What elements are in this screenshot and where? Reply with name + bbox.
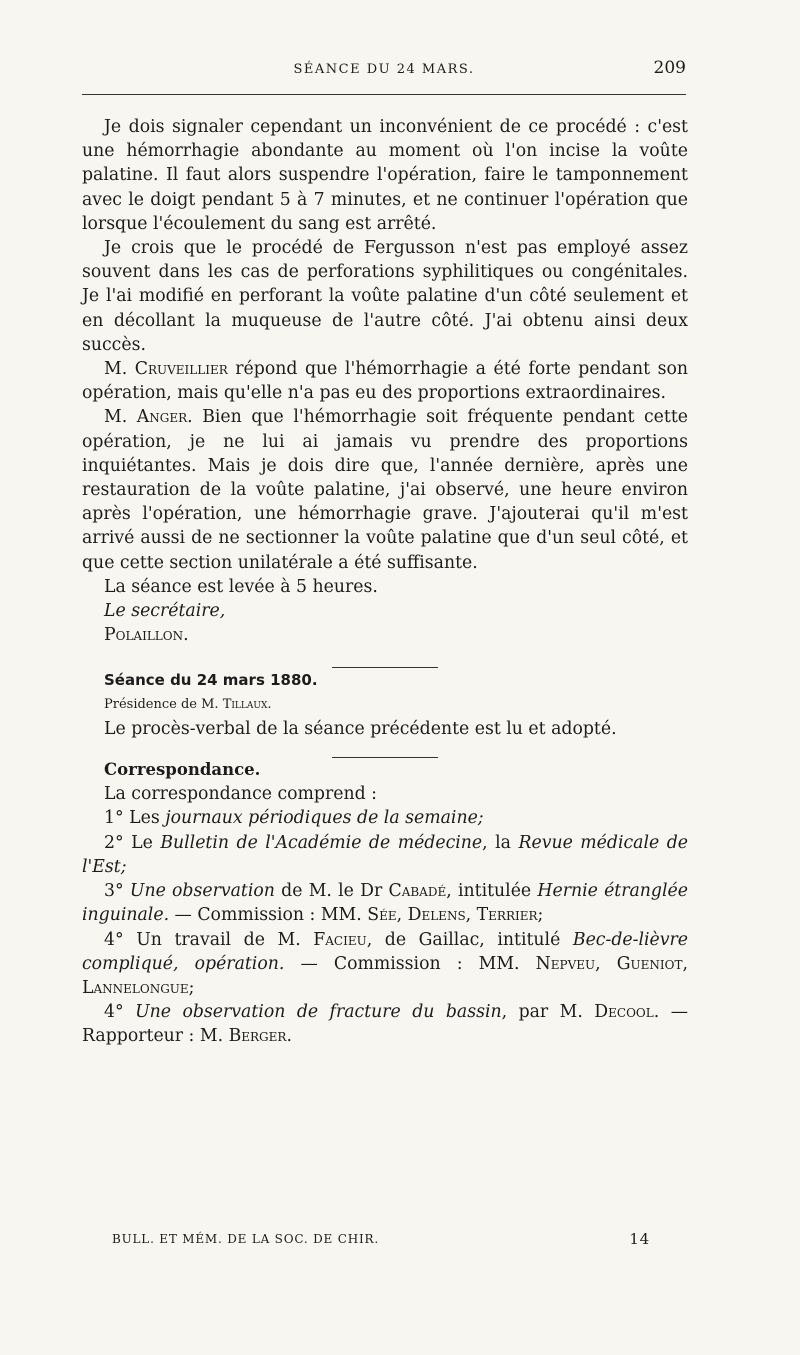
speaker-prefix: M. <box>104 407 137 428</box>
item-text: . <box>286 1026 292 1047</box>
item-italic: Hernie étranglée inguinale. <box>82 881 688 926</box>
item-text: — Commission : MM. <box>284 953 536 974</box>
item-italic: Bec-de-lièvre compliqué, opération. <box>82 929 688 974</box>
running-header <box>82 58 686 82</box>
item-italic: journaux périodiques de la semaine; <box>165 808 484 829</box>
proces-verbal: Le procès-verbal de la séance précédente est lu et adopté. <box>104 718 617 739</box>
correspondance-list <box>82 782 688 1048</box>
person-name: Berger <box>228 1026 287 1047</box>
item-italic: Bulletin de l'Académie de médecine <box>160 832 483 853</box>
item-text: Les <box>129 808 166 829</box>
item-text: de M. le Dr <box>274 881 389 902</box>
speaker-text: répond que l'hémorrhagie a été forte pendant son opération, mais qu'elle n'a pas eu des proportions extraordinaires. <box>82 359 689 404</box>
signature-mark: 14 <box>629 1230 650 1248</box>
list-item <box>82 806 688 830</box>
list-item <box>82 928 688 1001</box>
item-text: , intitulée <box>446 881 538 902</box>
person-names: Sée, Delens, Terrier <box>367 905 538 926</box>
item-text: Un travail de M. <box>136 929 314 950</box>
list-item <box>82 1000 688 1048</box>
closing-line: La séance est levée à 5 heures. <box>104 576 378 597</box>
list-item <box>82 879 688 927</box>
item-number: 1° <box>104 808 130 829</box>
item-number: 2° <box>104 832 132 853</box>
paragraph-cruveillier <box>82 357 688 405</box>
item-text: . — Rapporteur : M. <box>82 1002 688 1047</box>
speaker-name: Cruveillier <box>134 359 228 380</box>
item-text: — Commission : MM. <box>169 905 368 926</box>
correspondance-intro: La correspondance comprend : <box>104 784 377 805</box>
item-number: 4° <box>104 1002 136 1023</box>
item-italic: Une observation <box>129 881 275 902</box>
item-number: 4° <box>104 929 137 950</box>
running-title: SÉANCE DU 24 MARS. <box>293 62 475 77</box>
item-text: , de Gaillac, intitulé <box>366 929 573 950</box>
person-name: Facieu <box>313 929 367 950</box>
seance-title: Séance du 24 mars 1880. <box>104 671 318 690</box>
paragraph-anger <box>82 405 688 574</box>
presidence-prefix: Présidence de M. <box>104 696 223 712</box>
speaker-text: . Bien que l'hémorrhagie soit fréquente pendant cette opération, je ne lui ai jamais vu prendre des proportions inquiétantes. Mais je dois dire que, l'année dernière, après une restauration de la voûte palatine, j'ai observé, une heure environ après l'opération, une hémorrhagie grave. J'ajouterai qu'il m'est arrivé aussi de ne sectionner la voûte palatine que d'un seul côté, et que cette section unilatérale a été suffisante. <box>82 407 689 573</box>
item-text: ; <box>537 905 544 926</box>
item-text: , la <box>482 832 519 853</box>
footer-signature: BULL. ET MÉM. DE LA SOC. DE CHIR. <box>112 1232 379 1246</box>
item-italic: Revue médicale de l'Est; <box>82 832 688 877</box>
signature-name: Polaillon. <box>104 625 189 646</box>
presidence-line <box>82 693 688 717</box>
person-name: Decool <box>594 1002 654 1023</box>
signature-role: Le secrétaire, <box>104 601 226 622</box>
page-number: 209 <box>653 58 686 78</box>
body-text <box>82 115 688 1049</box>
header-rule <box>82 94 686 95</box>
item-number: 3° <box>104 881 130 902</box>
list-item <box>82 831 688 879</box>
president-name: Tillaux. <box>222 696 272 712</box>
speaker-prefix: M. <box>104 359 135 380</box>
item-text: , par M. <box>501 1002 595 1023</box>
person-names: Nepveu, Gueniot, Lannelongue <box>82 953 689 998</box>
correspondance-title: Correspondance. <box>104 760 261 780</box>
item-text: Le <box>131 832 161 853</box>
person-name: Cabadé <box>388 881 447 902</box>
paragraph: Je crois que le procédé de Fergusson n'est pas employé assez souvent dans les cas de perforations syphilitiques ou congénitales. Je l'ai modifié en perforant la voûte palatine d'un côté seulement et en décollant la muqueuse de l'autre côté. J'ai obtenu ainsi deux succès. <box>82 238 688 355</box>
item-italic: Une observation de fracture du bassin <box>135 1002 502 1023</box>
paragraph: Je dois signaler cependant un inconvénient de ce procédé : c'est une hémorrhagie abondante au moment où l'on incise la voûte palatine. Il faut alors suspendre l'opération, faire le tamponnement avec le doigt pendant 5 à 7 minutes, et ne continuer l'opération que lorsque l'écoulement du sang est arrêté. <box>82 117 688 234</box>
item-text: ; <box>188 977 195 998</box>
speaker-name: Anger <box>136 407 188 428</box>
